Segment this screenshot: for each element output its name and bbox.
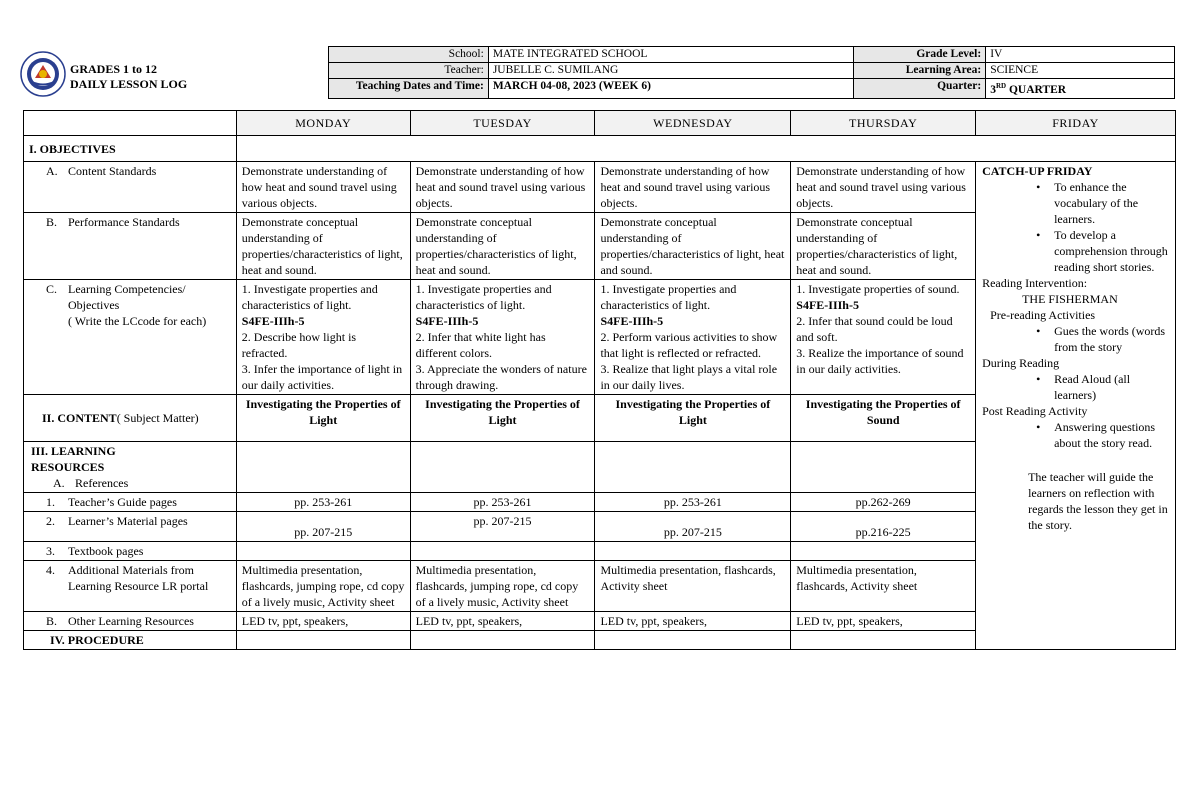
content-std-tue: Demonstrate understanding of how heat and sound travel using various objects. bbox=[410, 162, 595, 213]
content-mon: Investigating the Properties of Light bbox=[236, 395, 410, 442]
lm-pages-label: 2. Learner’s Material pages bbox=[24, 512, 237, 542]
additional-materials-label: 4. Additional Materials from Learning Resource LR portal bbox=[24, 561, 237, 612]
perf-std-mon: Demonstrate conceptual understanding of properties/characteristics of light, heat and sound. bbox=[236, 213, 410, 280]
materials-tue: Multimedia presentation, flashcards, jumping rope, cd copy of a lively music, Activity sheet bbox=[410, 561, 595, 612]
lm-tue: pp. 207-215 bbox=[410, 512, 595, 542]
resources-thu bbox=[791, 442, 976, 493]
quarter-label: Quarter: bbox=[854, 79, 986, 99]
tb-mon bbox=[236, 542, 410, 561]
friday-story-title: THE FISHERMAN bbox=[1022, 292, 1118, 306]
friday-closing-note: The teacher will guide the learners on reflection with regards the lesson they get in the story. bbox=[1028, 470, 1168, 532]
resources-tue bbox=[410, 442, 595, 493]
other-res-tue: LED tv, ppt, speakers, bbox=[410, 612, 595, 631]
lm-wed: pp. 207-215 bbox=[595, 512, 791, 542]
dates-label: Teaching Dates and Time: bbox=[329, 79, 489, 99]
other-res-wed: LED tv, ppt, speakers, bbox=[595, 612, 791, 631]
deped-seal-logo bbox=[20, 51, 66, 97]
tb-tue bbox=[410, 542, 595, 561]
performance-standards-label: B. Performance Standards bbox=[24, 213, 237, 280]
competencies-thu: 1. Investigate properties of sound. S4FE-IIIh-5 2. Infer that sound could be loud and soft. 3. Realize the importance of sound in our daily activities. bbox=[791, 280, 976, 395]
competencies-mon: 1. Investigate properties and characteristics of light. S4FE-IIIh-5 2. Describe how light is refracted. 3. Infer the importance of light in our daily activities. bbox=[236, 280, 410, 395]
tg-tue: pp. 253-261 bbox=[410, 493, 595, 512]
other-res-mon: LED tv, ppt, speakers, bbox=[236, 612, 410, 631]
content-std-thu: Demonstrate understanding of how heat and sound travel using various objects. bbox=[791, 162, 976, 213]
content-std-wed: Demonstrate understanding of how heat and sound travel using various objects. bbox=[595, 162, 791, 213]
friday-bullet-read-aloud: • Read Aloud (all learners) bbox=[1054, 371, 1170, 403]
day-thursday: THURSDAY bbox=[791, 111, 976, 136]
friday-pre-reading: Pre-reading Activities bbox=[990, 308, 1096, 322]
resources-wed bbox=[595, 442, 791, 493]
resources-mon bbox=[236, 442, 410, 493]
competencies-wed: 1. Investigate properties and characteristics of light. S4FE-IIIh-5 2. Perform various activities to show that light is reflected or refracted. 3. Realize that light plays a vital role in our daily lives. bbox=[595, 280, 791, 395]
friday-bullet-answering: • Answering questions about the story read. bbox=[1054, 419, 1170, 451]
tg-mon: pp. 253-261 bbox=[236, 493, 410, 512]
content-tue: Investigating the Properties of Light bbox=[410, 395, 595, 442]
grades-title: GRADES 1 to 12 bbox=[70, 62, 158, 76]
friday-catch-up-cell bbox=[976, 162, 1176, 650]
day-wednesday: WEDNESDAY bbox=[595, 111, 791, 136]
grade-level-label: Grade Level: bbox=[854, 47, 986, 63]
materials-thu: Multimedia presentation, flashcards, Activity sheet bbox=[791, 561, 976, 612]
friday-bullet-guess-words: • Gues the words (words from the story bbox=[1054, 323, 1170, 355]
procedure-tue bbox=[410, 631, 595, 650]
friday-bullet-comprehension: • To develop a comprehension through reading short stories. bbox=[1054, 227, 1170, 275]
header-info-table bbox=[328, 46, 1175, 99]
teacher-value: JUBELLE C. SUMILANG bbox=[488, 63, 854, 79]
content-thu: Investigating the Properties of Sound bbox=[791, 395, 976, 442]
procedure-heading: IV. PROCEDURE bbox=[24, 631, 237, 650]
lesson-log-table bbox=[23, 110, 1176, 650]
lm-mon: pp. 207-215 bbox=[236, 512, 410, 542]
resources-heading: III. LEARNING RESOURCES A. References bbox=[24, 442, 237, 493]
other-resources-label: B. Other Learning Resources bbox=[24, 612, 237, 631]
school-label: School: bbox=[329, 47, 489, 63]
procedure-wed bbox=[595, 631, 791, 650]
day-friday: FRIDAY bbox=[976, 111, 1176, 136]
content-standards-label: A. Content Standards bbox=[24, 162, 237, 213]
learning-area-value: SCIENCE bbox=[986, 63, 1175, 79]
friday-title: CATCH-UP FRIDAY bbox=[982, 164, 1093, 178]
quarter-value: 3RD QUARTER bbox=[986, 79, 1175, 99]
tb-thu bbox=[791, 542, 976, 561]
friday-during-reading: During Reading bbox=[982, 356, 1060, 370]
materials-mon: Multimedia presentation, flashcards, jumping rope, cd copy of a lively music, Activity sheet bbox=[236, 561, 410, 612]
content-std-mon: Demonstrate understanding of how heat and sound travel using various objects. bbox=[236, 162, 410, 213]
perf-std-thu: Demonstrate conceptual understanding of properties/characteristics of light, heat and sound. bbox=[791, 213, 976, 280]
tg-pages-label: 1. Teacher’s Guide pages bbox=[24, 493, 237, 512]
friday-post-reading: Post Reading Activity bbox=[982, 404, 1088, 418]
procedure-thu bbox=[791, 631, 976, 650]
objectives-spacer bbox=[236, 136, 1175, 162]
perf-std-wed: Demonstrate conceptual understanding of properties/characteristics of light, heat and sound. bbox=[595, 213, 791, 280]
perf-std-tue: Demonstrate conceptual understanding of properties/characteristics of light, heat and sound. bbox=[410, 213, 595, 280]
content-wed: Investigating the Properties of Light bbox=[595, 395, 791, 442]
competencies-label: C. Learning Competencies/ Objectives ( Write the LCcode for each) bbox=[24, 280, 237, 395]
learning-area-label: Learning Area: bbox=[854, 63, 986, 79]
lm-thu: pp.216-225 bbox=[791, 512, 976, 542]
log-title: DAILY LESSON LOG bbox=[70, 77, 188, 91]
procedure-mon bbox=[236, 631, 410, 650]
textbook-pages-label: 3. Textbook pages bbox=[24, 542, 237, 561]
school-value: MATE INTEGRATED SCHOOL bbox=[488, 47, 854, 63]
materials-wed: Multimedia presentation, flashcards, Activity sheet bbox=[595, 561, 791, 612]
teacher-label: Teacher: bbox=[329, 63, 489, 79]
competencies-tue: 1. Investigate properties and characteristics of light. S4FE-IIIh-5 2. Infer that white light has different colors. 3. Appreciate the wonders of nature through drawing. bbox=[410, 280, 595, 395]
friday-bullet-vocabulary: • To enhance the vocabulary of the learners. bbox=[1054, 179, 1170, 227]
tg-thu: pp.262-269 bbox=[791, 493, 976, 512]
day-monday: MONDAY bbox=[236, 111, 410, 136]
grade-level-value: IV bbox=[986, 47, 1175, 63]
dates-value: MARCH 04-08, 2023 (WEEK 6) bbox=[488, 79, 854, 99]
corner-cell bbox=[24, 111, 237, 136]
objectives-heading: I. OBJECTIVES bbox=[24, 136, 237, 162]
tg-wed: pp. 253-261 bbox=[595, 493, 791, 512]
other-res-thu: LED tv, ppt, speakers, bbox=[791, 612, 976, 631]
friday-reading-intervention: Reading Intervention: bbox=[982, 276, 1088, 290]
day-tuesday: TUESDAY bbox=[410, 111, 595, 136]
tb-wed bbox=[595, 542, 791, 561]
content-heading: II. CONTENT( Subject Matter) bbox=[24, 395, 237, 442]
